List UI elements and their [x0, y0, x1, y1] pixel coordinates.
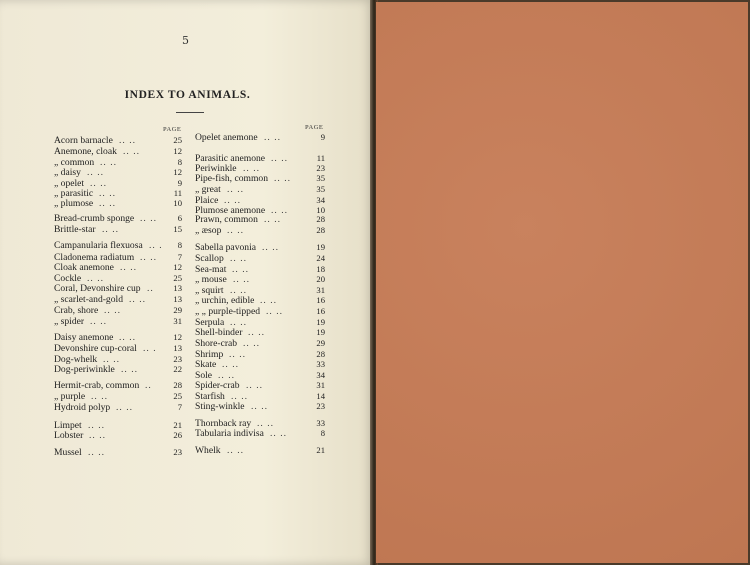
- left-index-entry: [54, 316, 182, 327]
- entry-page-number: 24: [316, 253, 325, 263]
- left-index-entry: [54, 364, 182, 375]
- entry-page-number: 26: [173, 430, 182, 440]
- leader-dots: .. ..: [230, 317, 247, 328]
- right-index-entry: [195, 338, 325, 349]
- leader-dots: .. ..: [222, 359, 239, 370]
- entry-name: Shore-crab: [195, 338, 238, 349]
- entry-name: „ common: [54, 157, 95, 168]
- leader-dots: .. ..: [140, 213, 157, 224]
- entry-page-number: 25: [173, 391, 182, 401]
- entry-page-number: 9: [320, 132, 325, 142]
- entry-name: Crab, shore: [54, 305, 99, 316]
- leader-dots: .. ..: [99, 198, 116, 209]
- entry-name: Bread-crumb sponge: [54, 213, 135, 224]
- entry-name: Plaice: [195, 195, 219, 206]
- entry-page-number: 28: [316, 214, 325, 224]
- left-index-entry: [54, 198, 182, 209]
- entry-name: Starfish: [195, 391, 225, 402]
- entry-page-number: 23: [316, 401, 325, 411]
- leader-dots: .. ..: [233, 274, 250, 285]
- entry-name: Opelet anemone: [195, 132, 258, 143]
- entry-page-number: 15: [173, 224, 182, 234]
- leader-dots: .. ..: [230, 253, 247, 264]
- entry-name: Skate: [195, 359, 217, 370]
- left-index-entry: [54, 402, 182, 413]
- left-index-entry: [54, 283, 182, 294]
- leader-dots: .. ..: [257, 418, 274, 429]
- leader-dots: .. ..: [119, 135, 136, 146]
- leader-dots: .. ..: [104, 305, 121, 316]
- entry-page-number: 7: [177, 252, 182, 262]
- entry-page-number: 6: [177, 213, 182, 223]
- entry-name: Shell-binder: [195, 327, 243, 338]
- leader-dots: .. ..: [121, 364, 138, 375]
- leader-dots: .. ..: [246, 380, 263, 391]
- entry-page-number: 8: [320, 428, 325, 438]
- leader-dots: .. ..: [140, 252, 157, 263]
- leader-dots: .. ..: [91, 391, 108, 402]
- leader-dots: .. ..: [264, 132, 281, 143]
- entry-page-number: 25: [173, 135, 182, 145]
- title-rule: [176, 112, 204, 113]
- leader-dots: .. .: [143, 343, 157, 354]
- entry-name: Mussel: [54, 447, 82, 458]
- entry-page-number: 23: [316, 163, 325, 173]
- entry-page-number: 19: [316, 242, 325, 252]
- left-index-entry: [54, 146, 182, 157]
- left-index-entry: [54, 343, 182, 354]
- entry-name: Cloak anemone: [54, 262, 114, 273]
- left-page-column-header: PAGE: [163, 126, 182, 133]
- entry-name: Pipe-fish, common: [195, 173, 269, 184]
- entry-name: Scallop: [195, 253, 224, 264]
- entry-page-number: 20: [316, 274, 325, 284]
- entry-page-number: 12: [173, 167, 182, 177]
- entry-page-number: 28: [316, 225, 325, 235]
- left-index-entry: [54, 213, 182, 224]
- entry-name: Prawn, common: [195, 214, 258, 225]
- right-index-entry: [195, 225, 325, 236]
- entry-name: Cladonema radiatum: [54, 252, 135, 263]
- leader-dots: .. ..: [100, 157, 117, 168]
- leader-dots: .. ..: [251, 401, 268, 412]
- entry-name: Shrimp: [195, 349, 224, 360]
- leader-dots: .. ..: [248, 327, 265, 338]
- entry-page-number: 13: [173, 343, 182, 353]
- right-index-entry: [195, 380, 325, 391]
- entry-page-number: 13: [173, 294, 182, 304]
- entry-name: Dog-whelk: [54, 354, 98, 365]
- right-index-entry: [195, 184, 325, 195]
- entry-page-number: 34: [316, 195, 325, 205]
- entry-name: Hermit-crab, common: [54, 380, 140, 391]
- leader-dots: .. ..: [102, 224, 119, 235]
- leader-dots: .. ..: [271, 153, 288, 164]
- entry-name: Dog-periwinkle: [54, 364, 115, 375]
- entry-page-number: 34: [316, 370, 325, 380]
- entry-page-number: 8: [177, 157, 182, 167]
- leader-dots: .. ..: [262, 242, 279, 253]
- entry-page-number: 9: [177, 178, 182, 188]
- entry-page-number: 35: [316, 173, 325, 183]
- right-index-entry: [195, 274, 325, 285]
- right-page-column-header: PAGE: [305, 124, 324, 131]
- entry-page-number: 11: [173, 188, 182, 198]
- entry-name: „ urchin, edible: [195, 295, 255, 306]
- entry-page-number: 31: [316, 285, 325, 295]
- leader-dots: .. ..: [120, 262, 137, 273]
- entry-name: Campanularia flexuosa: [54, 240, 143, 251]
- entry-name: Limpet: [54, 420, 82, 431]
- leader-dots: .. ..: [103, 354, 120, 365]
- page-number: 5: [182, 34, 189, 47]
- entry-page-number: 31: [316, 380, 325, 390]
- leader-dots: .. ..: [224, 195, 241, 206]
- leader-dots: .. ..: [129, 294, 146, 305]
- entry-page-number: 14: [316, 391, 325, 401]
- leader-dots: .. ..: [218, 370, 235, 381]
- leader-dots: .. ..: [266, 306, 283, 317]
- right-index-entry: [195, 428, 325, 439]
- entry-name: Brittle-star: [54, 224, 96, 235]
- entry-page-number: 10: [316, 205, 325, 215]
- entry-page-number: 10: [173, 198, 182, 208]
- leader-dots: .. ..: [88, 420, 105, 431]
- left-index-entry: [54, 305, 182, 316]
- entry-page-number: 19: [316, 327, 325, 337]
- leader-dots: .. ..: [119, 332, 136, 343]
- right-index-entry: [195, 327, 325, 338]
- entry-name: Lobster: [54, 430, 84, 441]
- right-index-entry: [195, 242, 325, 253]
- entry-page-number: 21: [316, 445, 325, 455]
- entry-name: Hydroid polyp: [54, 402, 111, 413]
- entry-name: Sole: [195, 370, 213, 381]
- entry-name: „ scarlet-and-gold: [54, 294, 123, 305]
- entry-name: Cockle: [54, 273, 82, 284]
- entry-page-number: 21: [173, 420, 182, 430]
- entry-name: „ great: [195, 184, 221, 195]
- entry-page-number: 12: [173, 146, 182, 156]
- entry-page-number: 23: [173, 447, 182, 457]
- entry-page-number: 18: [316, 264, 325, 274]
- right-index-entry: [195, 214, 325, 225]
- leader-dots: .. ..: [227, 225, 244, 236]
- leader-dots: .. ..: [90, 316, 107, 327]
- entry-name: Daisy anemone: [54, 332, 114, 343]
- leader-dots: .. ..: [87, 167, 104, 178]
- entry-page-number: 35: [316, 184, 325, 194]
- entry-name: Parasitic anemone: [195, 153, 266, 164]
- leader-dots: .. ..: [264, 214, 281, 225]
- leader-dots: .. ..: [229, 349, 246, 360]
- entry-name: Thornback ray: [195, 418, 252, 429]
- leader-dots: .. ..: [231, 391, 248, 402]
- entry-name: Acorn barnacle: [54, 135, 113, 146]
- entry-page-number: 11: [316, 153, 325, 163]
- right-index-entry: [195, 401, 325, 412]
- entry-name: „ parasitic: [54, 188, 94, 199]
- entry-name: Sting-winkle: [195, 401, 245, 412]
- entry-name: Serpula: [195, 317, 225, 328]
- entry-name: Periwinkle: [195, 163, 237, 174]
- entry-page-number: 28: [316, 349, 325, 359]
- entry-name: Anemone, cloak: [54, 146, 117, 157]
- right-index-entry: [195, 306, 325, 317]
- leader-dots: .. ..: [270, 428, 287, 439]
- index-title: INDEX TO ANIMALS.: [124, 89, 251, 101]
- entry-page-number: 22: [173, 364, 182, 374]
- entry-page-number: 12: [173, 332, 182, 342]
- left-index-entry: [54, 262, 182, 273]
- leader-dots: .. ..: [123, 146, 140, 157]
- left-index-entry: [54, 135, 182, 146]
- left-index-entry: [54, 447, 182, 458]
- entry-name: „ opelet: [54, 178, 85, 189]
- entry-page-number: 16: [316, 295, 325, 305]
- left-index-entry: [54, 391, 182, 402]
- entry-page-number: 31: [173, 316, 182, 326]
- leader-dots: .. ..: [87, 273, 104, 284]
- leader-dots: .. ..: [230, 285, 247, 296]
- left-index-entry: [54, 224, 182, 235]
- leader-dots: .. ..: [232, 264, 249, 275]
- right-index-entry: [195, 173, 325, 184]
- left-index-entry: [54, 332, 182, 343]
- right-index-entry: [195, 253, 325, 264]
- entry-page-number: 8: [177, 240, 182, 250]
- left-index-entry: [54, 430, 182, 441]
- leader-dots: .. ..: [90, 178, 107, 189]
- entry-name: „ squirt: [195, 285, 224, 296]
- entry-name: „ plumose: [54, 198, 94, 209]
- leader-dots: ..: [145, 380, 152, 391]
- entry-name: „ mouse: [195, 274, 227, 285]
- entry-name: „ spider: [54, 316, 85, 327]
- left-index-entry: [54, 380, 182, 391]
- leader-dots: .. ..: [271, 205, 288, 216]
- entry-page-number: 29: [316, 338, 325, 348]
- left-index-entry: [54, 294, 182, 305]
- leader-dots: .. ..: [88, 447, 105, 458]
- leader-dots: .. ..: [227, 445, 244, 456]
- entry-page-number: 29: [173, 305, 182, 315]
- entry-page-number: 33: [316, 418, 325, 428]
- entry-name: Coral, Devonshire cup: [54, 283, 141, 294]
- entry-name: „ daisy: [54, 167, 81, 178]
- leader-dots: .. ..: [243, 338, 260, 349]
- entry-page-number: 25: [173, 273, 182, 283]
- entry-page-number: 7: [177, 402, 182, 412]
- entry-name: „ purple: [54, 391, 86, 402]
- entry-page-number: 23: [173, 354, 182, 364]
- leader-dots: .. ..: [227, 184, 244, 195]
- left-index-entry: [54, 167, 182, 178]
- entry-page-number: 28: [173, 380, 182, 390]
- entry-page-number: 16: [316, 306, 325, 316]
- leader-dots: .. ..: [99, 188, 116, 199]
- entry-name: „ „ purple-tipped: [195, 306, 260, 317]
- leader-dots: .. ..: [243, 163, 260, 174]
- leader-dots: .. .: [149, 240, 163, 251]
- entry-name: Spider-crab: [195, 380, 240, 391]
- inside-cover: [376, 2, 748, 563]
- entry-name: Tabularia indivisa: [195, 428, 264, 439]
- leader-dots: .. ..: [260, 295, 277, 306]
- entry-name: Devonshire cup-coral: [54, 343, 137, 354]
- leader-dots: .. ..: [274, 173, 291, 184]
- entry-page-number: 19: [316, 317, 325, 327]
- entry-name: Whelk: [195, 445, 221, 456]
- leader-dots: .. ..: [116, 402, 133, 413]
- left-index-entry: [54, 240, 182, 251]
- right-index-entry: [195, 445, 325, 456]
- leader-dots: .. ..: [89, 430, 106, 441]
- entry-name: Sabella pavonia: [195, 242, 257, 253]
- entry-name: Plumose anemone: [195, 205, 266, 216]
- right-index-entry: [195, 132, 325, 143]
- entry-name: Sea-mat: [195, 264, 227, 275]
- right-index-entry: [195, 359, 325, 370]
- entry-page-number: 13: [173, 283, 182, 293]
- leader-dots: ..: [147, 283, 154, 294]
- entry-name: „ æsop: [195, 225, 222, 236]
- right-index-entry: [195, 295, 325, 306]
- entry-page-number: 33: [316, 359, 325, 369]
- entry-page-number: 12: [173, 262, 182, 272]
